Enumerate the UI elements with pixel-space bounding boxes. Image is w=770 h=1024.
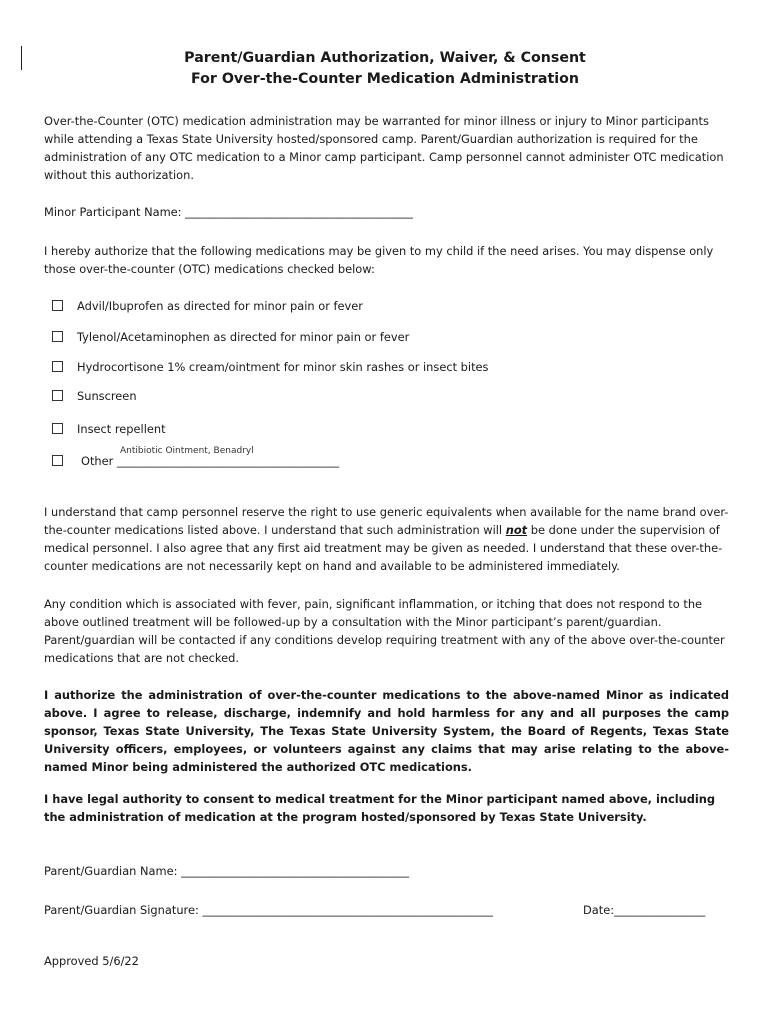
medication-label: Tylenol/Acetaminophen as directed for minor pain or fever: [77, 330, 410, 344]
guardian-signature-label: Parent/Guardian Signature:: [44, 903, 199, 917]
guardian-name-label: Parent/Guardian Name:: [44, 864, 178, 878]
date-row: [583, 901, 705, 919]
medication-label: Insect repellent: [77, 422, 166, 436]
medication-option[interactable]: [52, 328, 409, 346]
date-label: Date:: [583, 903, 615, 917]
authorize-paragraph: I hereby authorize that the following medications may be given to my child if the need arises. You may dispense only those over-the-counter (OTC) medications checked below:: [44, 244, 714, 276]
medication-label: Hydrocortisone 1% cream/ointment for minor skin rashes or insect bites: [77, 360, 489, 374]
page-title: [0, 48, 770, 90]
understand-text-after: be done under the supervision of medical personnel. I also agree that any first aid treatment may be given as needed. I understand that these over-the-counter medications are not necessarily kept on hand and available to be administered immediately.: [44, 523, 723, 573]
understand-paragraph: [44, 503, 729, 575]
waiver-paragraph: I authorize the administration of over-the-counter medications to the above-named Minor as indicated above. I agree to release, discharge, indemnify and hold harmless for any and all purposes the camp sponsor, Texas State University, The Texas State University System, the Board of Regents, Texas State University officers, employees, or volunteers against any claims that may arise relating to the above-named Minor being administered the authorized OTC medications.: [44, 688, 729, 774]
medication-option-other[interactable]: [52, 452, 339, 470]
understand-text-before: I understand that camp personnel reserve the right to use generic equivalents when available for the name brand over-the-counter medications listed above. I understand that such administration will: [44, 505, 729, 537]
checkbox[interactable]: [52, 300, 63, 311]
medication-label: Advil/Ibuprofen as directed for minor pain or fever: [77, 299, 363, 313]
intro-paragraph: Over-the-Counter (OTC) medication administration may be warranted for minor illness or injury to Minor participants while attending a Texas State University hosted/sponsored camp. Parent/Guardian authorization is required for the administration of any OTC medication to a Minor camp participant. Camp personnel cannot administer OTC medication without this authorization.: [44, 114, 724, 182]
guardian-name-row: [44, 862, 729, 880]
medication-option[interactable]: [52, 358, 488, 376]
participant-name-field[interactable]: ________________________________________: [185, 205, 413, 219]
medication-option[interactable]: [52, 297, 363, 315]
date-field[interactable]: ________________: [614, 903, 706, 917]
checkbox[interactable]: [52, 423, 63, 434]
other-label: Other: [81, 454, 114, 468]
medication-option[interactable]: [52, 387, 137, 405]
title-line-1: Parent/Guardian Authorization, Waiver, & Consent: [184, 50, 586, 66]
checkbox[interactable]: [52, 390, 63, 401]
checkbox[interactable]: [52, 361, 63, 372]
medication-label: Sunscreen: [77, 389, 137, 403]
not-emphasis: not: [505, 523, 528, 537]
title-line-2: For Over-the-Counter Medication Administration: [191, 71, 579, 87]
condition-paragraph: Any condition which is associated with fever, pain, significant inflammation, or itching that does not respond to the above outlined treatment will be followed-up by a consultation with the Minor participant’s parent/guardian. Parent/guardian will be contacted if any conditions develop requiring treatment with any of the above over-the-counter medications that are not checked.: [44, 597, 725, 665]
legal-authority-paragraph: I have legal authority to consent to medical treatment for the Minor participant named above, including the administration of medication at the program hosted/sponsored by Texas State University.: [44, 792, 716, 824]
participant-name-row: [44, 203, 729, 221]
approval-footer: Approved 5/6/22: [44, 954, 139, 968]
checkbox[interactable]: [52, 455, 63, 466]
other-field[interactable]: _______________________________________: [116, 454, 340, 468]
guardian-signature-field[interactable]: ___________________________________________________: [202, 903, 493, 917]
other-handwritten-entry: Antibiotic Ointment, Benadryl: [120, 446, 254, 456]
checkbox[interactable]: [52, 331, 63, 342]
participant-name-label: Minor Participant Name:: [44, 205, 182, 219]
guardian-name-field[interactable]: ________________________________________: [181, 864, 409, 878]
medication-option[interactable]: [52, 420, 166, 438]
